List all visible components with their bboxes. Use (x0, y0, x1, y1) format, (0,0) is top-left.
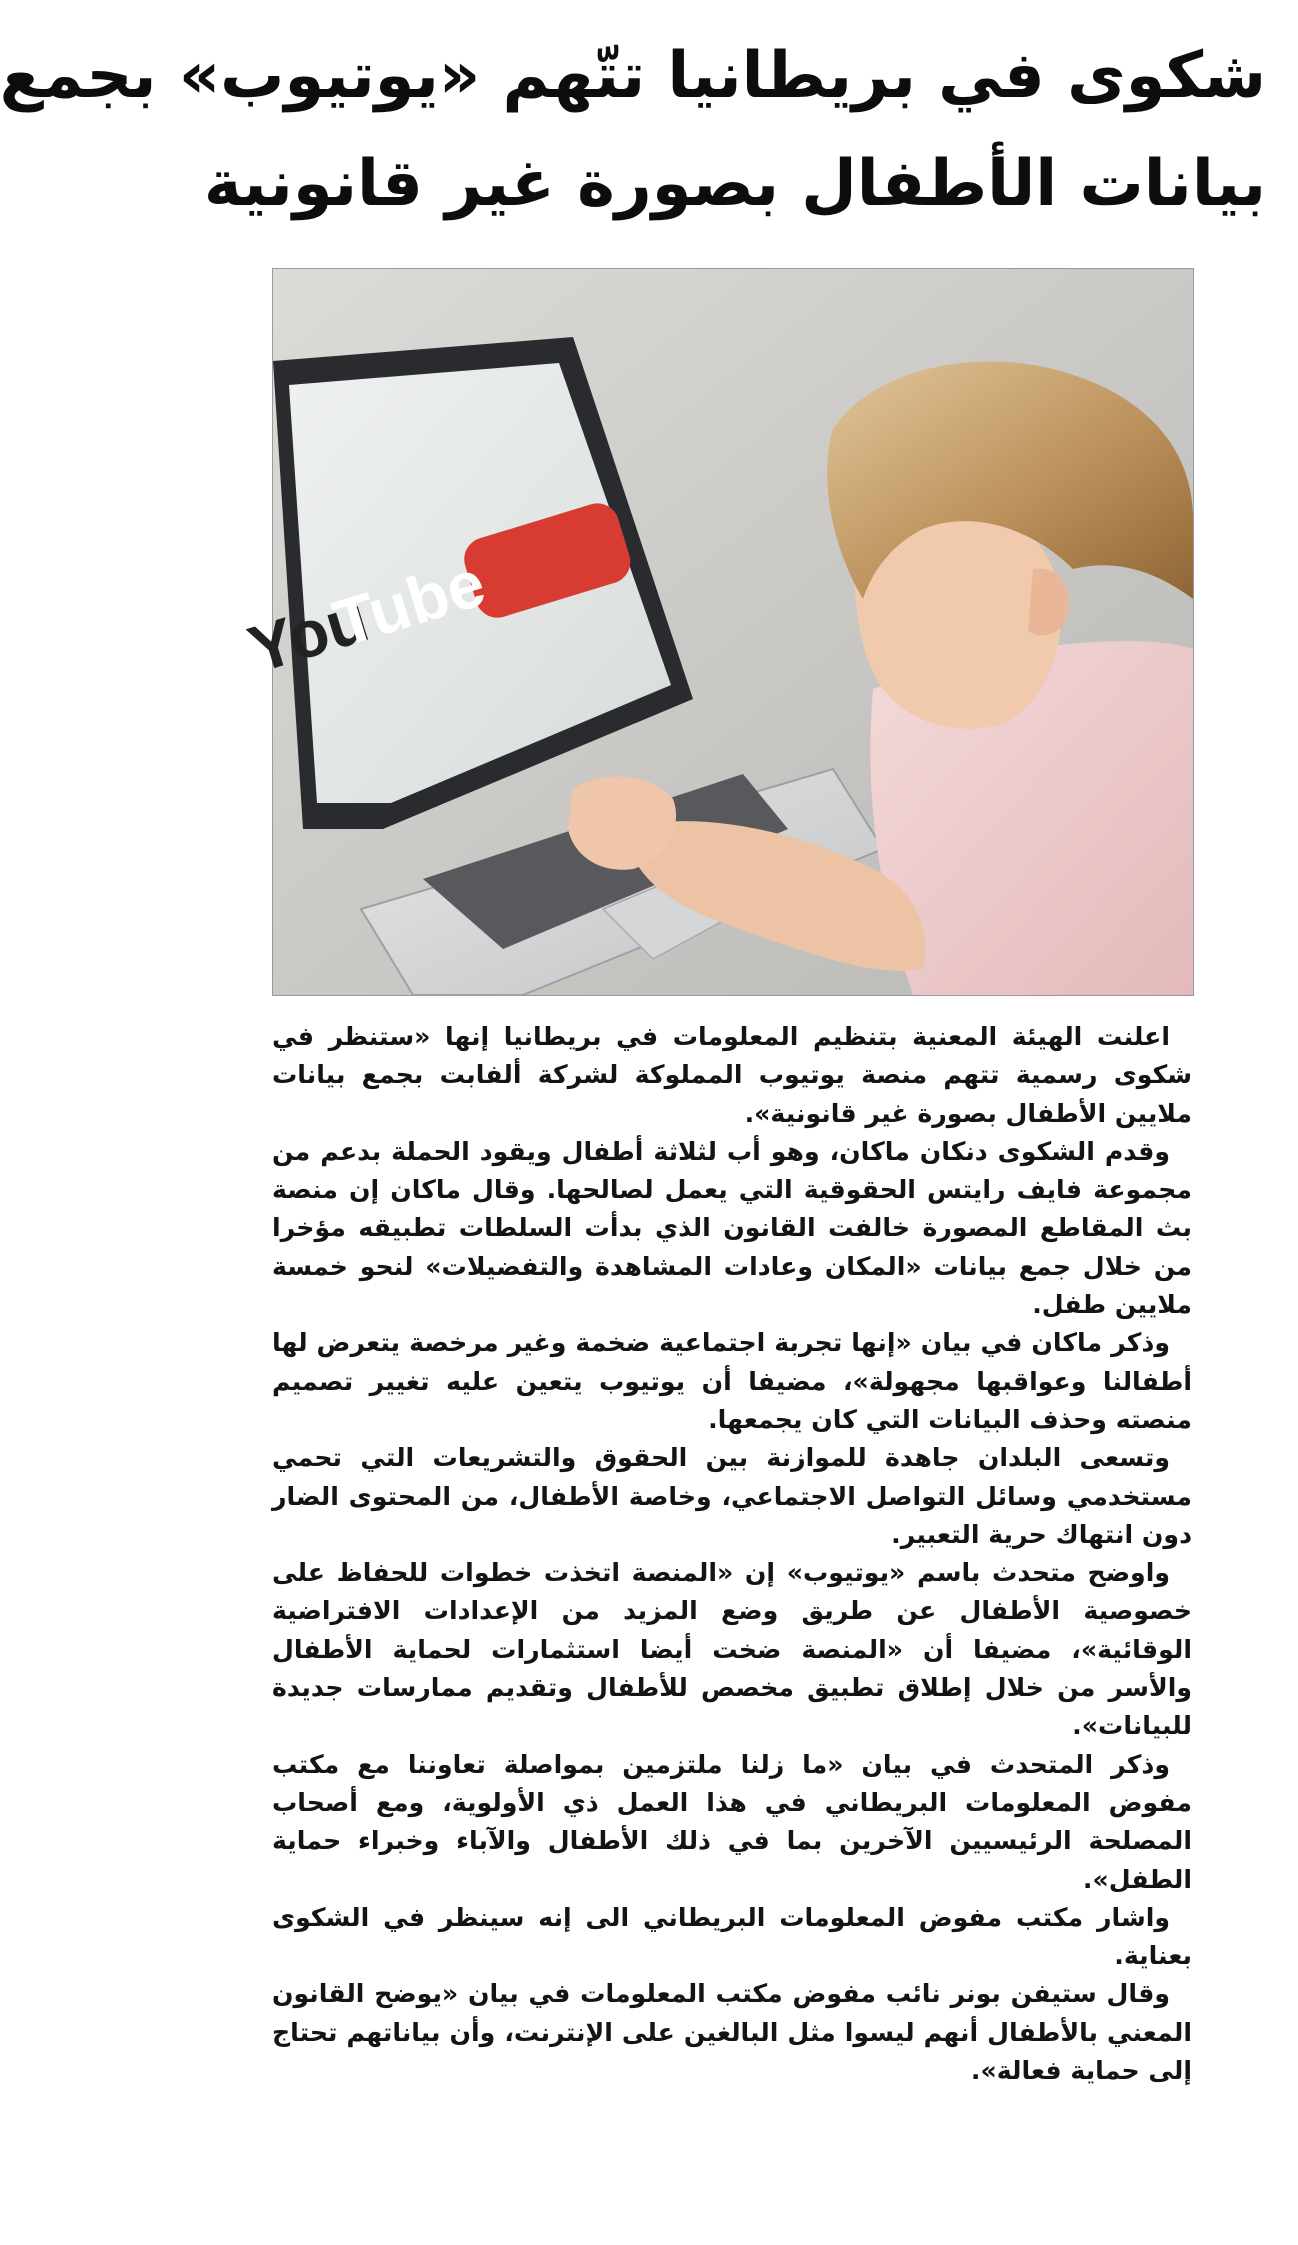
article-paragraph-6: وذكر المتحدث في بيان «ما زلنا ملتزمين بمواصلة تعاوننا مع مكتب مفوض المعلومات البريطاني في هذا العمل ذي الأولوية، ومع أصحاب المصلحة الرئيسيين الآخرين بما في ذلك الأطفال والآباء وخبراء حماية الطفل». (272, 1749, 1192, 1894)
headline-line-2: بيانات الأطفال بصورة غير قانونية (203, 147, 1266, 221)
article-paragraph-7: واشار مكتب مفوض المعلومات البريطاني الى إنه سينظر في الشكوى بعناية. (272, 1902, 1192, 1971)
article-paragraph-2: وقدم الشكوى دنكان ماكان، وهو أب لثلاثة أطفال ويقود الحملة بدعم من مجموعة فايف رايتس الحقوقية التي يعمل لصالحها. وقال ماكان إن منصة بث المقاطع المصورة خالفت القانون الذي بدأت السلطات تطبيقه مؤخرا من خلال جمع بيانات «المكان وعادات المشاهدة والتفضيلات» لنحو خمسة ملايين طفل. (272, 1136, 1192, 1320)
article-body (272, 1018, 1192, 2228)
article-photo (240, 268, 1194, 996)
photo-illustration (240, 269, 1193, 995)
headline-line-1: شكوى في بريطانيا تتّهم «يوتيوب» بجمع (0, 39, 1266, 113)
article-paragraph-3: وذكر ماكان في بيان «إنها تجربة اجتماعية ضخمة وغير مرخصة يتعرض لها أطفالنا وعواقبها مجهولة»، مضيفا أن يوتيوب يتعين عليه تغيير تصميم منصته وحذف البيانات التي كان يجمعها. (272, 1328, 1192, 1434)
article-paragraph-1: اعلنت الهيئة المعنية بتنظيم المعلومات في بريطانيا إنها «ستنظر في شكوى رسمية تتهم منصة يوتيوب المملوكة لشركة ألفابت بجمع بيانات ملايين الأطفال بصورة غير قانونية». (272, 1022, 1192, 1128)
article-paragraph-4: وتسعى البلدان جاهدة للموازنة بين الحقوق والتشريعات التي تحمي مستخدمي وسائل التواصل الاجتماعي، وخاصة الأطفال، من المحتوى الضار دون انتهاك حرية التعبير. (272, 1443, 1192, 1549)
headline (0, 22, 1266, 238)
youtube-logo-you: You (240, 580, 377, 687)
youtube-logo-tube: Tube (325, 545, 494, 661)
article-paragraph-8: وقال ستيفن بونر نائب مفوض مكتب المعلومات في بيان «يوضح القانون المعني بالأطفال أنهم ليسوا مثل البالغين على الإنترنت، وأن بياناتهم تحتاج إلى حماية فعالة». (272, 1979, 1192, 2086)
article-paragraph-5: واوضح متحدث باسم «يوتيوب» إن «المنصة اتخذت خطوات للحفاظ على خصوصية الأطفال عن طريق وضع المزيد من الإعدادات الافتراضية الوقائية»، مضيفا أن «المنصة ضخت أيضا استثمارات لحماية الأطفال والأسر من خلال إطلاق تطبيق مخصص للأطفال وتقديم ممارسات جديدة للبيانات». (272, 1558, 1192, 1741)
